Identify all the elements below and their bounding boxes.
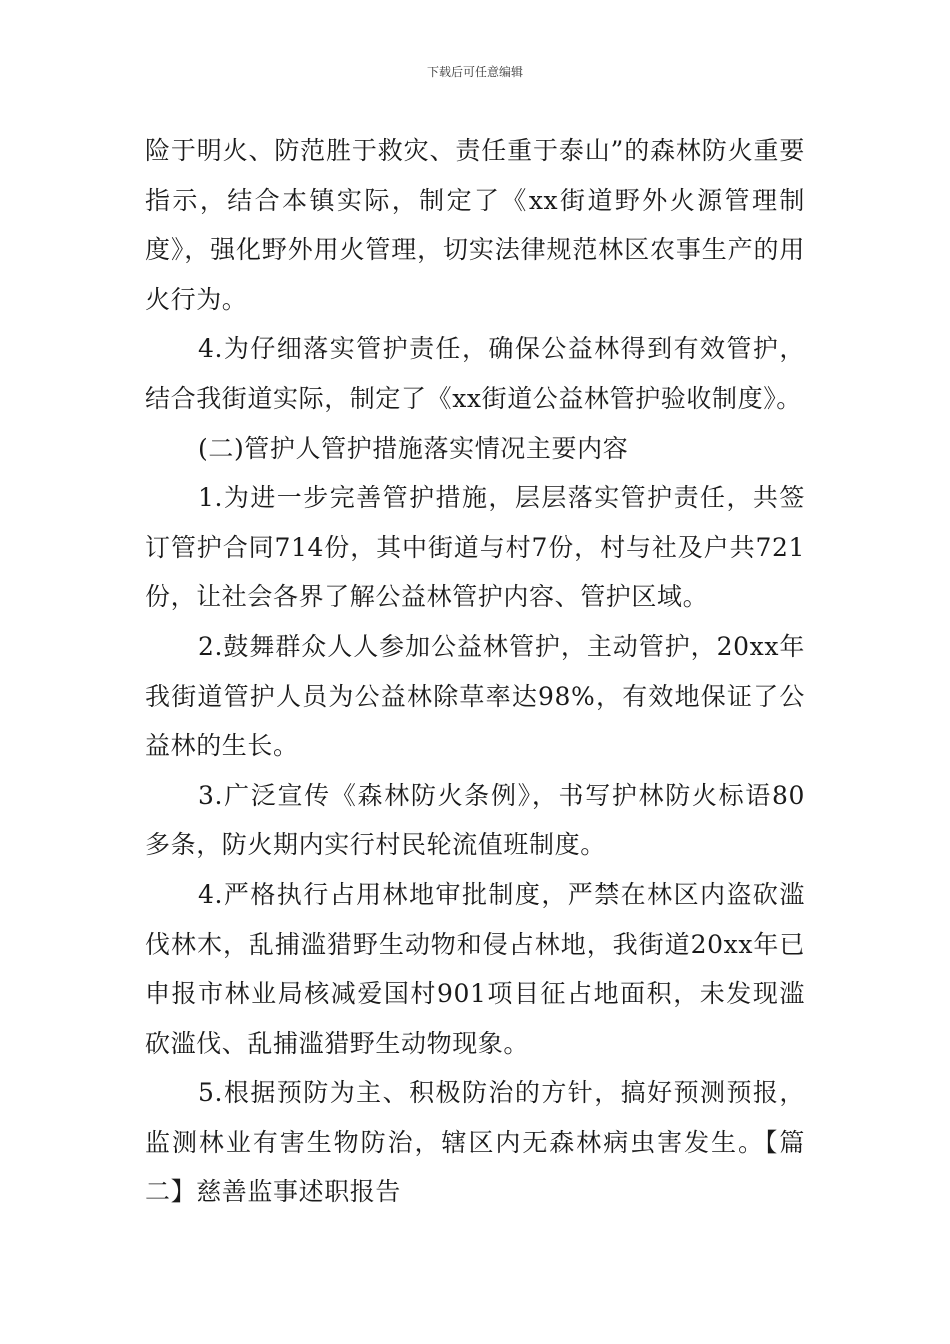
- paragraph-item-4-system: 4.为仔细落实管护责任，确保公益林得到有效管护，结合我街道实际，制定了《xx街道公益林管护验收制度》。: [145, 334, 805, 413]
- paragraph-continuation: 险于明火、防范胜于救灾、责任重于泰山”的森林防火重要指示，结合本镇实际，制定了《xx街道野外火源管理制度》，强化野外用火管理，切实法律规范林区农事生产的用火行为。: [145, 136, 805, 314]
- page-header-note: 下载后可任意编辑: [426, 65, 523, 79]
- document-body: [145, 126, 805, 1217]
- paragraph-item-1: 1.为进一步完善管护措施，层层落实管护责任，共签订管护合同714份，其中街道与村7份，村与社及户共721份，让社会各界了解公益林管护内容、管护区域。: [145, 483, 805, 612]
- paragraph-item-4: 4.严格执行占用林地审批制度，严禁在林区内盗砍滥伐林木，乱捕滥猎野生动物和侵占林地，我街道20xx年已申报市林业局核减爱国村901项目征占地面积，未发现滥砍滥伐、乱捕滥猎野生动物现象。: [145, 879, 805, 1058]
- paragraph-item-5: 5.根据预防为主、积极防治的方针，搞好预测预报，监测林业有害生物防治，辖区内无森林病虫害发生。【篇二】慈善监事述职报告: [145, 1078, 805, 1207]
- paragraph-item-3: 3.广泛宣传《森林防火条例》，书写护林防火标语80多条，防火期内实行村民轮流值班制度。: [145, 780, 805, 860]
- paragraph-item-2: 2.鼓舞群众人人参加公益林管护，主动管护，20xx年我街道管护人员为公益林除草率达98%，有效地保证了公益林的生长。: [145, 631, 805, 761]
- section-heading: (二)管护人管护措施落实情况主要内容: [198, 433, 629, 463]
